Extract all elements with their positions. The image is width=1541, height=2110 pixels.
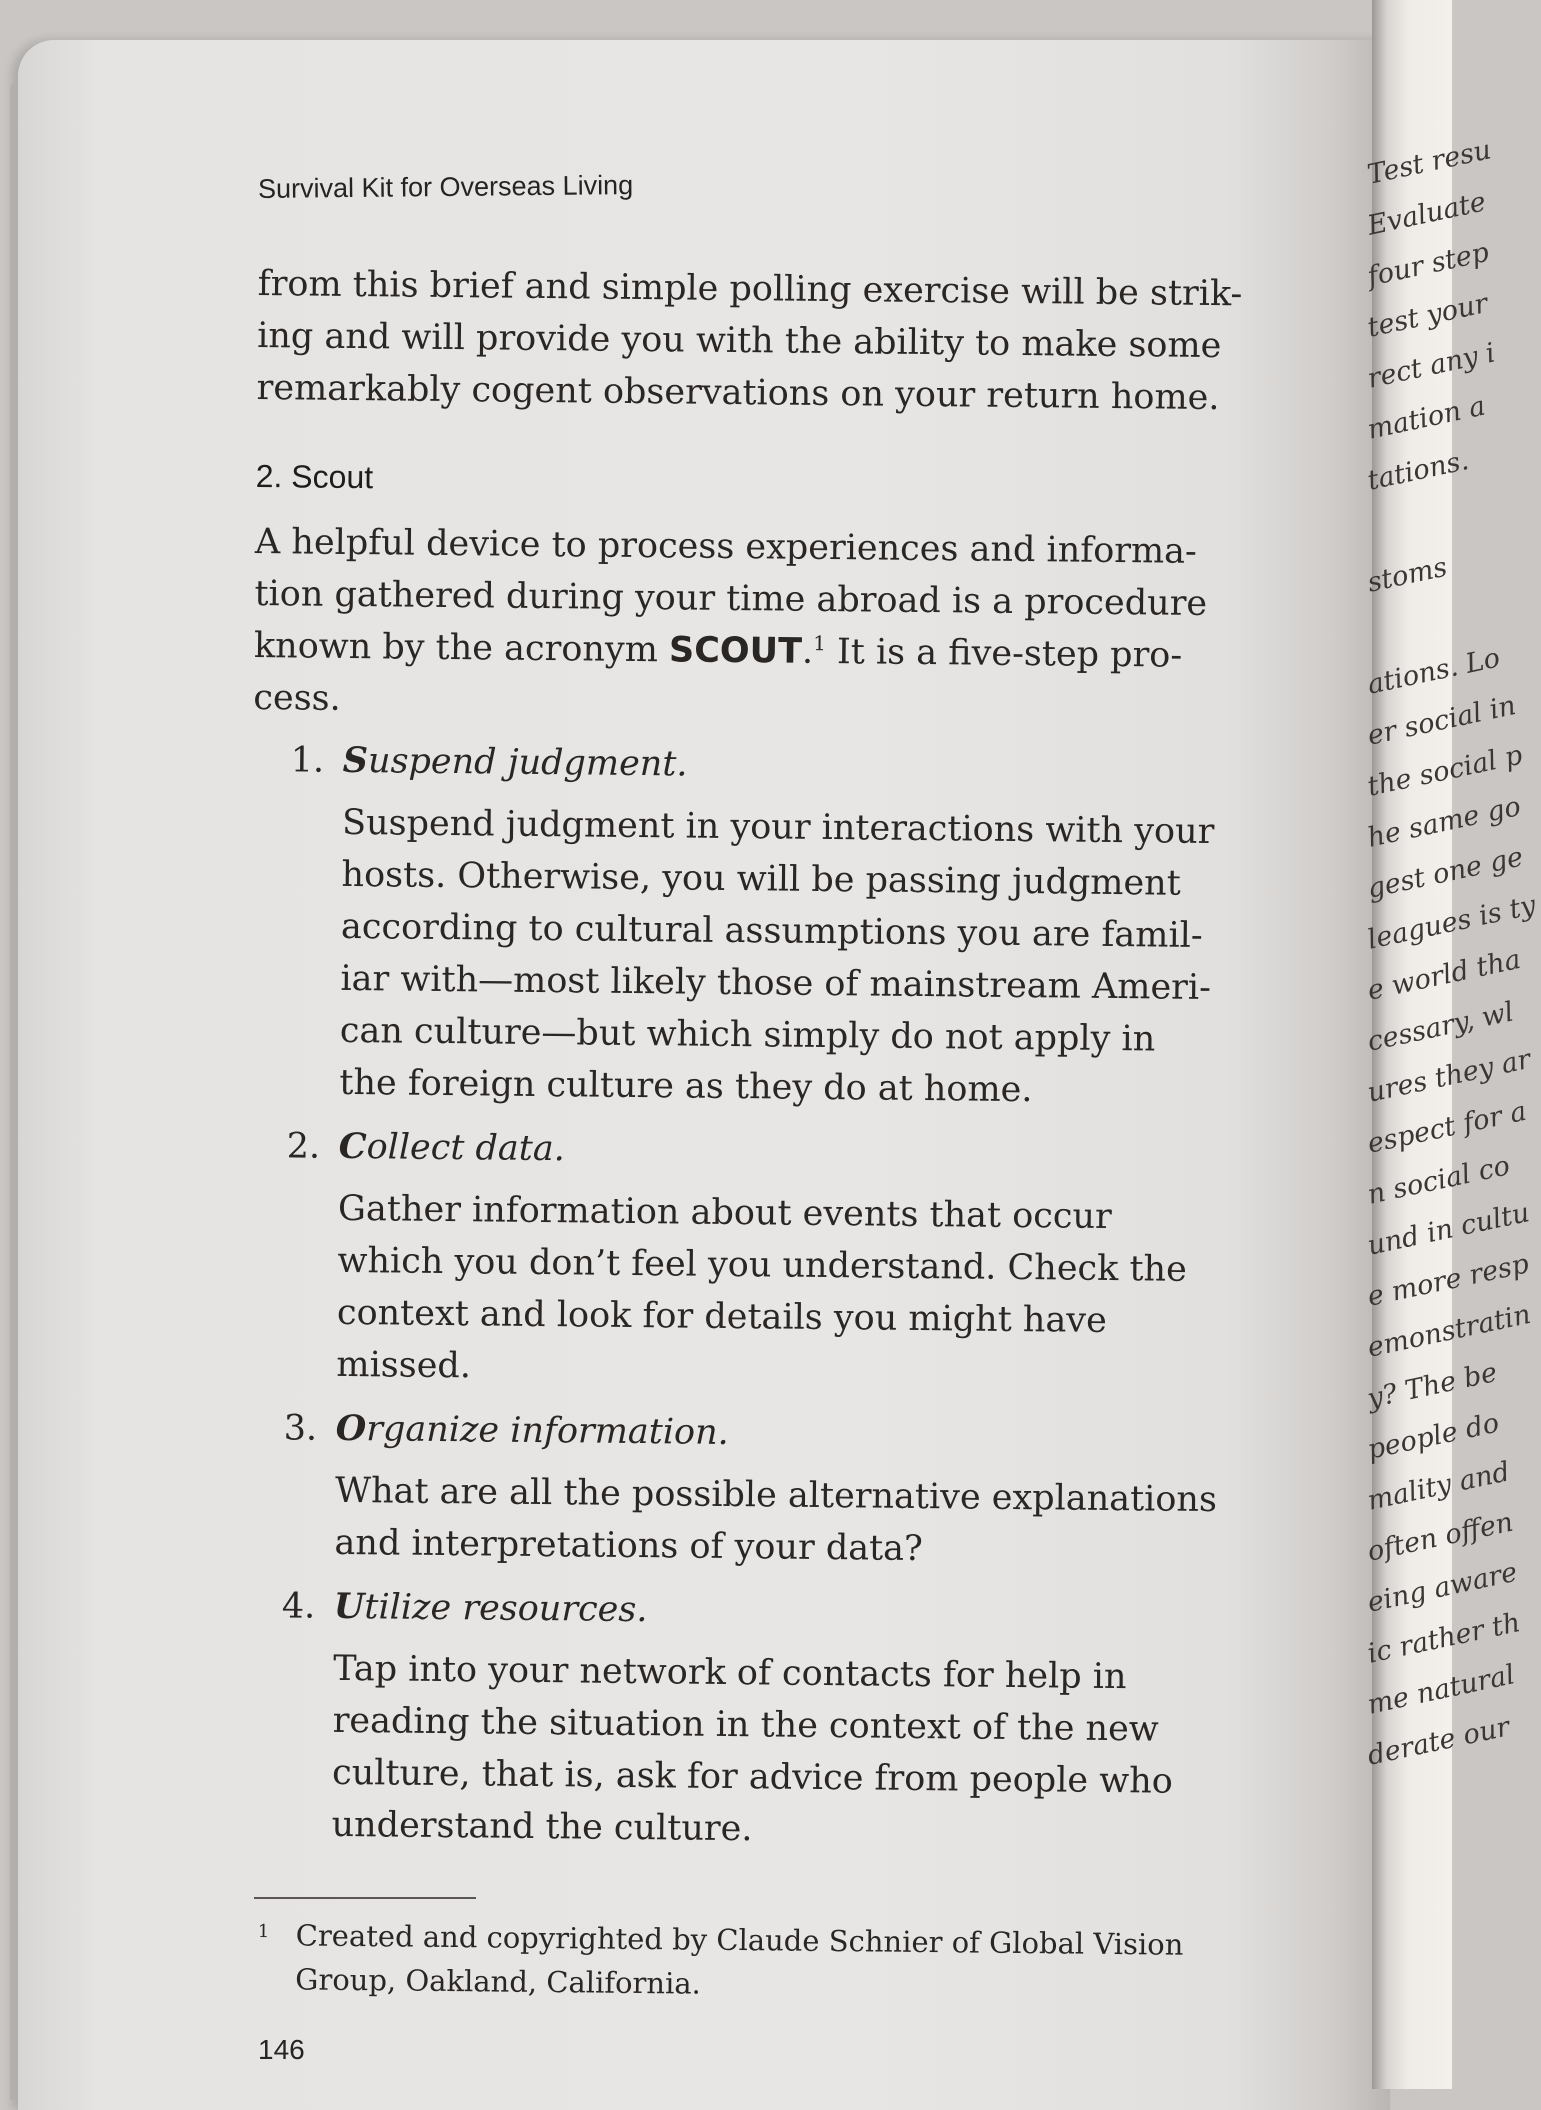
footnote xyxy=(257,1910,1258,2011)
facing-page-line: test your xyxy=(1364,287,1491,344)
facing-page-line: four step xyxy=(1364,236,1492,293)
facing-page-line: ations. Lo xyxy=(1364,642,1503,701)
text-line: from this brief and simple polling exercise will be strik- xyxy=(257,263,1243,315)
facing-page-line: cessary, wl xyxy=(1364,996,1517,1058)
scout-paragraph xyxy=(253,516,1235,734)
facing-page-line: he same go xyxy=(1364,790,1524,854)
facing-page-line: und in cultu xyxy=(1364,1197,1533,1262)
step-title xyxy=(286,1120,1228,1182)
footnote-text: Group, Oakland, California. xyxy=(295,1962,702,2001)
text-line: Suspend judgment in your interactions with your xyxy=(341,802,1215,853)
facing-page-line: mation a xyxy=(1364,390,1489,446)
step-list xyxy=(241,734,1233,1860)
text-line: A helpful device to process experiences and informa- xyxy=(254,521,1198,572)
step-title-text: ollect data. xyxy=(366,1127,566,1170)
footnote-rule xyxy=(254,1897,476,1899)
text-line: known by the acronym SCOUT.$^1$ It is a five-step pro- xyxy=(253,625,1183,676)
facing-page-text xyxy=(1364,134,1539,1782)
text-line: can culture—but which simply do not apply in xyxy=(339,1010,1156,1060)
text-line: culture, that is, ask for advice from people who xyxy=(331,1752,1174,1802)
facing-page-line: e more resp xyxy=(1364,1248,1532,1313)
step-title xyxy=(282,1580,1224,1642)
acronym: SCOUT xyxy=(668,630,803,672)
facing-page-line: ures they ar xyxy=(1364,1043,1534,1109)
facing-page-line: Evaluate xyxy=(1364,186,1489,242)
text-line: Gather information about events that occur xyxy=(337,1188,1112,1237)
text-line: hosts. Otherwise, you will be passing judgment xyxy=(341,854,1181,904)
step-initial: O xyxy=(335,1407,367,1450)
step-description xyxy=(339,797,1232,1118)
facing-page xyxy=(1364,0,1539,2089)
facing-page-line: emonstratin xyxy=(1364,1298,1534,1364)
text-line: ing and will provide you with the ability to make some xyxy=(256,315,1222,367)
text-line: the foreign culture as they do at home. xyxy=(339,1062,1033,1111)
step-item xyxy=(241,1580,1224,1860)
facing-page-line: eing aware xyxy=(1364,1556,1520,1619)
step-item xyxy=(249,734,1233,1118)
facing-page-line: er social in xyxy=(1364,690,1519,752)
text-line: according to cultural assumptions you are famil- xyxy=(340,906,1203,956)
facing-page-line: ic rather th xyxy=(1364,1607,1524,1670)
step-description xyxy=(334,1465,1225,1578)
facing-page-line: leagues is ty xyxy=(1364,889,1539,956)
text-line: and interpretations of your data? xyxy=(334,1522,924,1570)
footnote-text: Created and copyrighted by Claude Schnier of Global Vision xyxy=(295,1918,1184,1962)
footnote-mark: 1 xyxy=(257,1920,270,1943)
facing-page-line: rect any i xyxy=(1364,337,1498,395)
page-number: 146 xyxy=(258,2034,305,2065)
text-line: reading the situation in the context of the new xyxy=(332,1700,1159,1750)
facing-page-line: mality and xyxy=(1364,1456,1513,1517)
text-line: What are all the possible alternative explanations xyxy=(334,1470,1218,1521)
text-line: cess. xyxy=(253,677,341,719)
section-heading: 2. Scout xyxy=(255,457,374,496)
step-number: 4. xyxy=(281,1586,316,1627)
step-number: 2. xyxy=(286,1126,321,1167)
step-number: 3. xyxy=(283,1408,318,1449)
facing-page-line: stoms xyxy=(1364,551,1450,599)
text-line: iar with—most likely those of mainstream Ameri- xyxy=(340,958,1212,1009)
text-line: Tap into your network of contacts for help in xyxy=(333,1648,1127,1698)
step-title xyxy=(290,734,1232,796)
text-line: remarkably cogent observations on your return home. xyxy=(256,367,1220,419)
step-item xyxy=(246,1120,1229,1400)
facing-page-line: me natural xyxy=(1364,1659,1518,1721)
intro-paragraph xyxy=(256,258,1243,424)
facing-page-line: y? The be xyxy=(1364,1356,1500,1415)
step-initial: S xyxy=(342,739,369,782)
text-line: missed. xyxy=(336,1344,472,1387)
step-initial: U xyxy=(333,1585,365,1628)
text-line: understand the culture. xyxy=(331,1804,753,1850)
step-initial: C xyxy=(338,1125,367,1168)
step-item xyxy=(244,1402,1226,1578)
facing-page-line: Test resu xyxy=(1364,134,1494,191)
step-number: 1. xyxy=(290,740,325,781)
text-line: which you don’t feel you understand. Check the xyxy=(337,1240,1188,1290)
step-title-text: rganize information. xyxy=(366,1409,729,1453)
step-description xyxy=(336,1183,1228,1400)
running-head: Survival Kit for Overseas Living xyxy=(257,170,634,204)
facing-page-line: gest one ge xyxy=(1364,841,1526,905)
text-line: tion gathered during your time abroad is a procedure xyxy=(254,573,1208,624)
step-description xyxy=(331,1643,1223,1860)
facing-page-line: n social co xyxy=(1364,1150,1513,1211)
text-line: context and look for details you might have xyxy=(336,1292,1107,1341)
facing-page-line: tations. xyxy=(1364,445,1472,497)
facing-page-line: espect for a xyxy=(1364,1095,1530,1160)
facing-page-line: e world tha xyxy=(1364,943,1524,1007)
facing-page-line: derate our xyxy=(1364,1711,1513,1772)
step-title-text: tilize resources. xyxy=(364,1587,648,1631)
step-title xyxy=(283,1402,1225,1464)
footnote-reference: 1 xyxy=(813,631,827,656)
facing-page-line: the social p xyxy=(1364,739,1526,803)
step-title-text: uspend judgment. xyxy=(367,741,688,785)
facing-page-line: people do xyxy=(1364,1407,1502,1466)
page-body xyxy=(241,258,1243,1872)
facing-page-line: often offen xyxy=(1364,1506,1516,1568)
